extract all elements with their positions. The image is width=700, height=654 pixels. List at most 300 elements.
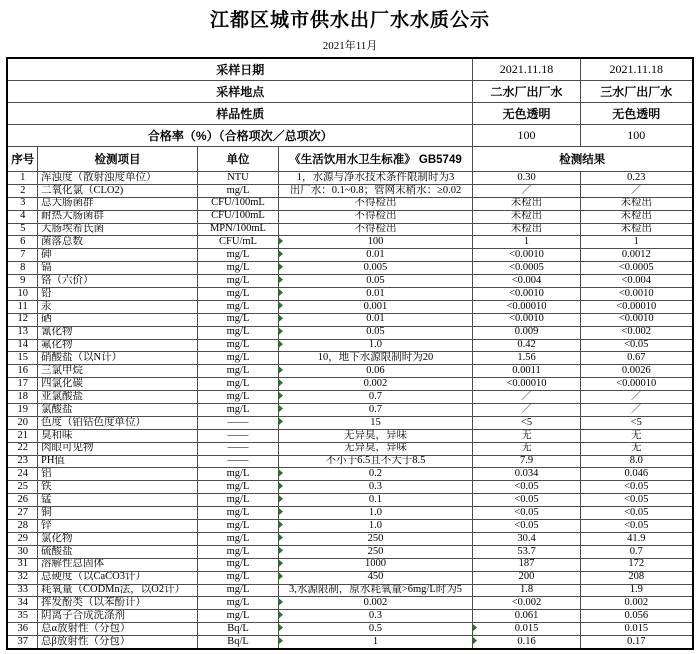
cell-unit: NTU — [197, 172, 278, 185]
cell-result-plant3: 0.002 — [581, 597, 693, 610]
cell-unit: mg/L — [197, 532, 278, 545]
cell-unit: CFU/100mL — [197, 210, 278, 223]
cell-result-plant3: <0.05 — [581, 339, 693, 352]
cell-result-plant2: 1.56 — [473, 352, 581, 365]
table-row — [7, 416, 692, 429]
cell-result-plant3: <0.004 — [581, 275, 693, 288]
field-label: 合格率（%）（合格项次／总项次） — [7, 125, 472, 147]
cell-result-plant2: 7.9 — [473, 455, 581, 468]
field-label: 采样日期 — [7, 58, 472, 81]
cell-unit: mg/L — [197, 404, 278, 417]
cell-no: 10 — [7, 288, 37, 301]
table-row — [7, 249, 692, 262]
cell-standard: 不得检出 — [278, 223, 472, 236]
cell-result-plant3: <0.0005 — [581, 262, 693, 275]
table-row — [7, 172, 692, 185]
table-row — [7, 184, 692, 197]
cell-item: 氟化物 — [37, 339, 197, 352]
cell-result-plant3: 1.9 — [581, 584, 693, 597]
cell-result-plant3: ／ — [581, 404, 693, 417]
cell-result-plant2: 0.015 — [473, 623, 581, 636]
sample-info-row — [7, 81, 692, 103]
cell-unit: mg/L — [197, 610, 278, 623]
cell-standard: 0.7 — [278, 391, 472, 404]
cell-standard: 不小于6.5且不大于8.5 — [278, 455, 472, 468]
cell-item: 氰化物 — [37, 326, 197, 339]
cell-result-plant3: <0.00010 — [581, 300, 693, 313]
cell-standard: 100 — [278, 236, 472, 249]
cell-item: 总β放射性（分包） — [37, 636, 197, 649]
cell-no: 36 — [7, 623, 37, 636]
cell-item: 铁 — [37, 481, 197, 494]
cell-comment-marker-icon — [279, 482, 283, 489]
field-value-plant2: 100 — [473, 125, 581, 147]
cell-item: 锌 — [37, 520, 197, 533]
cell-result-plant2: ／ — [473, 391, 581, 404]
table-row — [7, 623, 692, 636]
cell-unit: mg/L — [197, 378, 278, 391]
cell-item: 浑浊度（散射浊度单位） — [37, 172, 197, 185]
cell-unit: mg/L — [197, 365, 278, 378]
cell-standard: 0.1 — [278, 494, 472, 507]
page-title: 江都区城市供水出厂水水质公示 — [209, 9, 490, 31]
field-value-plant2: 二水厂出厂水 — [473, 81, 581, 103]
sample-info-row — [7, 125, 692, 147]
table-row — [7, 545, 692, 558]
cell-standard: 0.005 — [278, 262, 472, 275]
cell-standard: 0.01 — [278, 249, 472, 262]
cell-result-plant2: 0.16 — [473, 636, 581, 649]
cell-item: 肉眼可见物 — [37, 442, 197, 455]
cell-no: 7 — [7, 249, 37, 262]
cell-standard: 1 — [278, 636, 472, 649]
table-row — [7, 236, 692, 249]
cell-result-plant2: 30.4 — [473, 532, 581, 545]
cell-standard: 15 — [278, 416, 472, 429]
cell-no: 24 — [7, 468, 37, 481]
cell-standard: 1.0 — [278, 507, 472, 520]
field-value-plant3: 100 — [581, 125, 693, 147]
cell-unit: mg/L — [197, 184, 278, 197]
cell-result-plant3: 208 — [581, 571, 693, 584]
cell-result-plant2: <0.00010 — [473, 378, 581, 391]
cell-item: 砷 — [37, 249, 197, 262]
cell-comment-marker-icon — [279, 495, 283, 502]
column-header-no: 序号 — [7, 147, 37, 172]
cell-no: 30 — [7, 545, 37, 558]
cell-result-plant3: 0.67 — [581, 352, 693, 365]
cell-result-plant2: 1 — [473, 236, 581, 249]
cell-no: 6 — [7, 236, 37, 249]
cell-result-plant3: 0.17 — [581, 636, 693, 649]
table-row — [7, 326, 692, 339]
cell-comment-marker-icon — [279, 469, 283, 476]
cell-unit: mg/L — [197, 300, 278, 313]
cell-no: 14 — [7, 339, 37, 352]
cell-result-plant3: 0.056 — [581, 610, 693, 623]
cell-no: 2 — [7, 184, 37, 197]
cell-result-plant3: <0.0010 — [581, 313, 693, 326]
cell-no: 23 — [7, 455, 37, 468]
column-header-row — [7, 147, 692, 172]
column-header-item: 检测项目 — [37, 147, 197, 172]
cell-unit: mg/L — [197, 494, 278, 507]
cell-result-plant2: <0.0010 — [473, 313, 581, 326]
cell-no: 4 — [7, 210, 37, 223]
cell-result-plant2: <0.004 — [473, 275, 581, 288]
table-row — [7, 468, 692, 481]
cell-comment-marker-icon — [279, 598, 283, 605]
cell-standard: 0.06 — [278, 365, 472, 378]
field-value-plant3: 三水厂出厂水 — [581, 81, 693, 103]
cell-comment-marker-icon — [279, 366, 283, 373]
table-row — [7, 365, 692, 378]
field-label: 样品性质 — [7, 103, 472, 125]
cell-result-plant2: <0.0005 — [473, 262, 581, 275]
sample-info-row — [7, 103, 692, 125]
cell-no: 31 — [7, 558, 37, 571]
cell-standard: 不得检出 — [278, 197, 472, 210]
cell-result-plant3: <0.002 — [581, 326, 693, 339]
cell-result-plant2: ／ — [473, 184, 581, 197]
cell-standard: 3,水源限制，原水耗氧量>6mg/L时为5 — [278, 584, 472, 597]
cell-result-plant2: 无 — [473, 429, 581, 442]
field-value-plant2: 2021.11.18 — [473, 58, 581, 81]
cell-result-plant2: <5 — [473, 416, 581, 429]
cell-no: 29 — [7, 532, 37, 545]
cell-result-plant3: 0.0012 — [581, 249, 693, 262]
cell-unit: CFU/mL — [197, 236, 278, 249]
cell-no: 35 — [7, 610, 37, 623]
cell-result-plant2: <0.05 — [473, 520, 581, 533]
cell-result-plant2: <0.00010 — [473, 300, 581, 313]
cell-no: 13 — [7, 326, 37, 339]
cell-comment-marker-icon — [279, 379, 283, 386]
table-row — [7, 339, 692, 352]
cell-standard: 0.002 — [278, 378, 472, 391]
cell-no: 11 — [7, 300, 37, 313]
cell-no: 8 — [7, 262, 37, 275]
cell-unit: mg/L — [197, 481, 278, 494]
cell-result-plant2: 未检出 — [473, 210, 581, 223]
column-header-standard: 《生活饮用水卫生标准》 GB5749 — [278, 147, 472, 172]
table-row — [7, 558, 692, 571]
cell-result-plant2: 0.009 — [473, 326, 581, 339]
cell-comment-marker-icon — [279, 624, 283, 631]
cell-result-plant2: 0.30 — [473, 172, 581, 185]
cell-standard: 0.05 — [278, 326, 472, 339]
cell-no: 21 — [7, 429, 37, 442]
cell-unit: mg/L — [197, 571, 278, 584]
column-header-section — [7, 147, 692, 172]
cell-unit: mg/L — [197, 249, 278, 262]
table-row — [7, 391, 692, 404]
cell-comment-marker-icon — [279, 573, 283, 580]
cell-result-plant2: <0.05 — [473, 494, 581, 507]
cell-item: 臭和味 — [37, 429, 197, 442]
cell-comment-marker-icon — [279, 611, 283, 618]
cell-result-plant2: 无 — [473, 442, 581, 455]
cell-standard: 无异臭，异味 — [278, 429, 472, 442]
cell-result-plant2: 0.061 — [473, 610, 581, 623]
cell-standard: 0.3 — [278, 610, 472, 623]
cell-result-plant3: <0.05 — [581, 481, 693, 494]
cell-comment-marker-icon — [279, 392, 283, 399]
cell-item: 总α放射性（分包） — [37, 623, 197, 636]
table-row — [7, 520, 692, 533]
cell-unit: mg/L — [197, 275, 278, 288]
cell-standard: 无异臭，异味 — [278, 442, 472, 455]
cell-result-plant3: <0.0010 — [581, 288, 693, 301]
cell-item: 铬（六价） — [37, 275, 197, 288]
cell-result-plant2: 187 — [473, 558, 581, 571]
cell-result-plant3: 172 — [581, 558, 693, 571]
cell-result-plant3: <0.00010 — [581, 378, 693, 391]
cell-item: 总大肠菌群 — [37, 197, 197, 210]
cell-result-plant3: <0.05 — [581, 494, 693, 507]
cell-standard: 250 — [278, 545, 472, 558]
cell-result-plant2: 200 — [473, 571, 581, 584]
table-row — [7, 429, 692, 442]
cell-result-plant2: <0.0010 — [473, 288, 581, 301]
cell-comment-marker-icon — [279, 341, 283, 348]
cell-result-plant3: 未检出 — [581, 197, 693, 210]
cell-comment-marker-icon — [279, 276, 283, 283]
cell-no: 15 — [7, 352, 37, 365]
cell-no: 34 — [7, 597, 37, 610]
cell-unit: mg/L — [197, 558, 278, 571]
table-row — [7, 313, 692, 326]
cell-no: 37 — [7, 636, 37, 649]
cell-standard: 0.3 — [278, 481, 472, 494]
table-row — [7, 300, 692, 313]
cell-result-plant3: 未检出 — [581, 210, 693, 223]
cell-result-plant3: 0.0026 — [581, 365, 693, 378]
cell-result-plant3: ／ — [581, 184, 693, 197]
table-row — [7, 481, 692, 494]
cell-result-plant2: ／ — [473, 404, 581, 417]
cell-item: 二氧化氯（CLO2) — [37, 184, 197, 197]
cell-result-plant2: 未检出 — [473, 223, 581, 236]
cell-standard: 0.01 — [278, 288, 472, 301]
cell-unit: Bq/L — [197, 623, 278, 636]
cell-item: 色度（铂钴色度单位） — [37, 416, 197, 429]
cell-standard: 1.0 — [278, 520, 472, 533]
table-row — [7, 262, 692, 275]
cell-standard: 1，水源与净水技术条件限制时为3 — [278, 172, 472, 185]
table-row — [7, 571, 692, 584]
table-row — [7, 597, 692, 610]
cell-comment-marker-icon — [279, 302, 283, 309]
table-row — [7, 584, 692, 597]
cell-result-plant3: <0.05 — [581, 520, 693, 533]
cell-result-plant3: 0.23 — [581, 172, 693, 185]
cell-unit: mg/L — [197, 326, 278, 339]
field-value-plant2: 无色透明 — [473, 103, 581, 125]
water-quality-table — [6, 57, 693, 650]
cell-comment-marker-icon — [279, 508, 283, 515]
cell-standard: 0.2 — [278, 468, 472, 481]
cell-result-plant3: 无 — [581, 429, 693, 442]
cell-unit: mg/L — [197, 313, 278, 326]
cell-unit: —— — [197, 429, 278, 442]
cell-no: 18 — [7, 391, 37, 404]
cell-item: 耐热大肠菌群 — [37, 210, 197, 223]
cell-no: 5 — [7, 223, 37, 236]
cell-result-plant2: 未检出 — [473, 197, 581, 210]
cell-result-plant3: 1 — [581, 236, 693, 249]
cell-unit: mg/L — [197, 520, 278, 533]
cell-no: 33 — [7, 584, 37, 597]
results-section — [7, 172, 692, 649]
cell-standard: 0.5 — [278, 623, 472, 636]
cell-result-plant2: 53.7 — [473, 545, 581, 558]
cell-item: 四氯化碳 — [37, 378, 197, 391]
cell-item: 氯化物 — [37, 532, 197, 545]
cell-unit: mg/L — [197, 288, 278, 301]
cell-standard: 450 — [278, 571, 472, 584]
cell-comment-marker-icon — [473, 637, 477, 644]
cell-comment-marker-icon — [473, 624, 477, 631]
cell-result-plant2: <0.0010 — [473, 249, 581, 262]
cell-no: 9 — [7, 275, 37, 288]
cell-item: 硒 — [37, 313, 197, 326]
sample-info-row — [7, 58, 692, 81]
cell-no: 16 — [7, 365, 37, 378]
cell-comment-marker-icon — [279, 560, 283, 567]
cell-result-plant3: 41.9 — [581, 532, 693, 545]
field-label: 采样地点 — [7, 81, 472, 103]
cell-comment-marker-icon — [279, 289, 283, 296]
cell-standard: 1.0 — [278, 339, 472, 352]
cell-unit: CFU/100mL — [197, 197, 278, 210]
cell-standard: 250 — [278, 532, 472, 545]
table-row — [7, 378, 692, 391]
cell-unit: mg/L — [197, 545, 278, 558]
table-row — [7, 223, 692, 236]
cell-no: 12 — [7, 313, 37, 326]
column-header-unit: 单位 — [197, 147, 278, 172]
cell-item: 菌落总数 — [37, 236, 197, 249]
cell-item: 氯酸盐 — [37, 404, 197, 417]
cell-result-plant2: <0.002 — [473, 597, 581, 610]
cell-unit: MPN/100mL — [197, 223, 278, 236]
cell-unit: mg/L — [197, 597, 278, 610]
cell-result-plant3: <0.05 — [581, 507, 693, 520]
table-row — [7, 494, 692, 507]
cell-unit: —— — [197, 442, 278, 455]
table-row — [7, 636, 692, 649]
field-value-plant3: 2021.11.18 — [581, 58, 693, 81]
sample-info-section — [7, 58, 692, 147]
cell-standard: 出厂水：0.1~0.8；管网末稍水：≥0.02 — [278, 184, 472, 197]
cell-result-plant2: 0.0011 — [473, 365, 581, 378]
cell-result-plant2: <0.05 — [473, 481, 581, 494]
cell-no: 19 — [7, 404, 37, 417]
cell-item: 硫酸盐 — [37, 545, 197, 558]
table-row — [7, 610, 692, 623]
table-row — [7, 532, 692, 545]
cell-unit: mg/L — [197, 339, 278, 352]
report-month: 2021年11月 — [322, 40, 378, 52]
table-row — [7, 197, 692, 210]
cell-unit: mg/L — [197, 352, 278, 365]
cell-standard: 0.05 — [278, 275, 472, 288]
cell-item: 大肠埃希氏菌 — [37, 223, 197, 236]
cell-item: 三氯甲烷 — [37, 365, 197, 378]
cell-item: 铜 — [37, 507, 197, 520]
cell-no: 32 — [7, 571, 37, 584]
cell-comment-marker-icon — [279, 534, 283, 541]
cell-unit: mg/L — [197, 468, 278, 481]
cell-comment-marker-icon — [279, 315, 283, 322]
cell-item: 铅 — [37, 288, 197, 301]
cell-no: 17 — [7, 378, 37, 391]
table-row — [7, 442, 692, 455]
cell-result-plant2: 0.034 — [473, 468, 581, 481]
cell-no: 26 — [7, 494, 37, 507]
cell-item: 耗氧量（CODMn法，以O2计） — [37, 584, 197, 597]
cell-item: 阴离子合成洗涤剂 — [37, 610, 197, 623]
cell-comment-marker-icon — [279, 237, 283, 244]
cell-result-plant3: <5 — [581, 416, 693, 429]
table-row — [7, 404, 692, 417]
field-value-plant3: 无色透明 — [581, 103, 693, 125]
cell-result-plant2: 1.8 — [473, 584, 581, 597]
cell-item: 汞 — [37, 300, 197, 313]
table-row — [7, 275, 692, 288]
cell-standard: 0.7 — [278, 404, 472, 417]
cell-item: 镉 — [37, 262, 197, 275]
cell-comment-marker-icon — [279, 405, 283, 412]
cell-item: 铝 — [37, 468, 197, 481]
cell-standard: 10，地下水源限制时为20 — [278, 352, 472, 365]
cell-result-plant3: 0.7 — [581, 545, 693, 558]
cell-item: PH值 — [37, 455, 197, 468]
cell-unit: mg/L — [197, 391, 278, 404]
cell-unit: mg/L — [197, 262, 278, 275]
cell-unit: mg/L — [197, 584, 278, 597]
cell-item: 锰 — [37, 494, 197, 507]
cell-no: 25 — [7, 481, 37, 494]
cell-result-plant2: <0.05 — [473, 507, 581, 520]
cell-standard: 0.001 — [278, 300, 472, 313]
cell-comment-marker-icon — [279, 637, 283, 644]
cell-comment-marker-icon — [279, 263, 283, 270]
cell-unit: —— — [197, 416, 278, 429]
cell-comment-marker-icon — [279, 547, 283, 554]
cell-no: 1 — [7, 172, 37, 185]
cell-result-plant3: 0.046 — [581, 468, 693, 481]
table-row — [7, 352, 692, 365]
cell-result-plant3: ／ — [581, 391, 693, 404]
cell-no: 20 — [7, 416, 37, 429]
cell-result-plant2: 0.42 — [473, 339, 581, 352]
cell-result-plant3: 未检出 — [581, 223, 693, 236]
table-row — [7, 210, 692, 223]
cell-comment-marker-icon — [279, 418, 283, 425]
cell-result-plant3: 8.0 — [581, 455, 693, 468]
cell-item: 硝酸盐（以N计） — [37, 352, 197, 365]
cell-result-plant3: 无 — [581, 442, 693, 455]
cell-unit: Bq/L — [197, 636, 278, 649]
cell-standard: 0.002 — [278, 597, 472, 610]
table-row — [7, 288, 692, 301]
cell-standard: 不得检出 — [278, 210, 472, 223]
cell-no: 3 — [7, 197, 37, 210]
cell-standard: 1000 — [278, 558, 472, 571]
cell-item: 挥发酚类（以苯酚计） — [37, 597, 197, 610]
